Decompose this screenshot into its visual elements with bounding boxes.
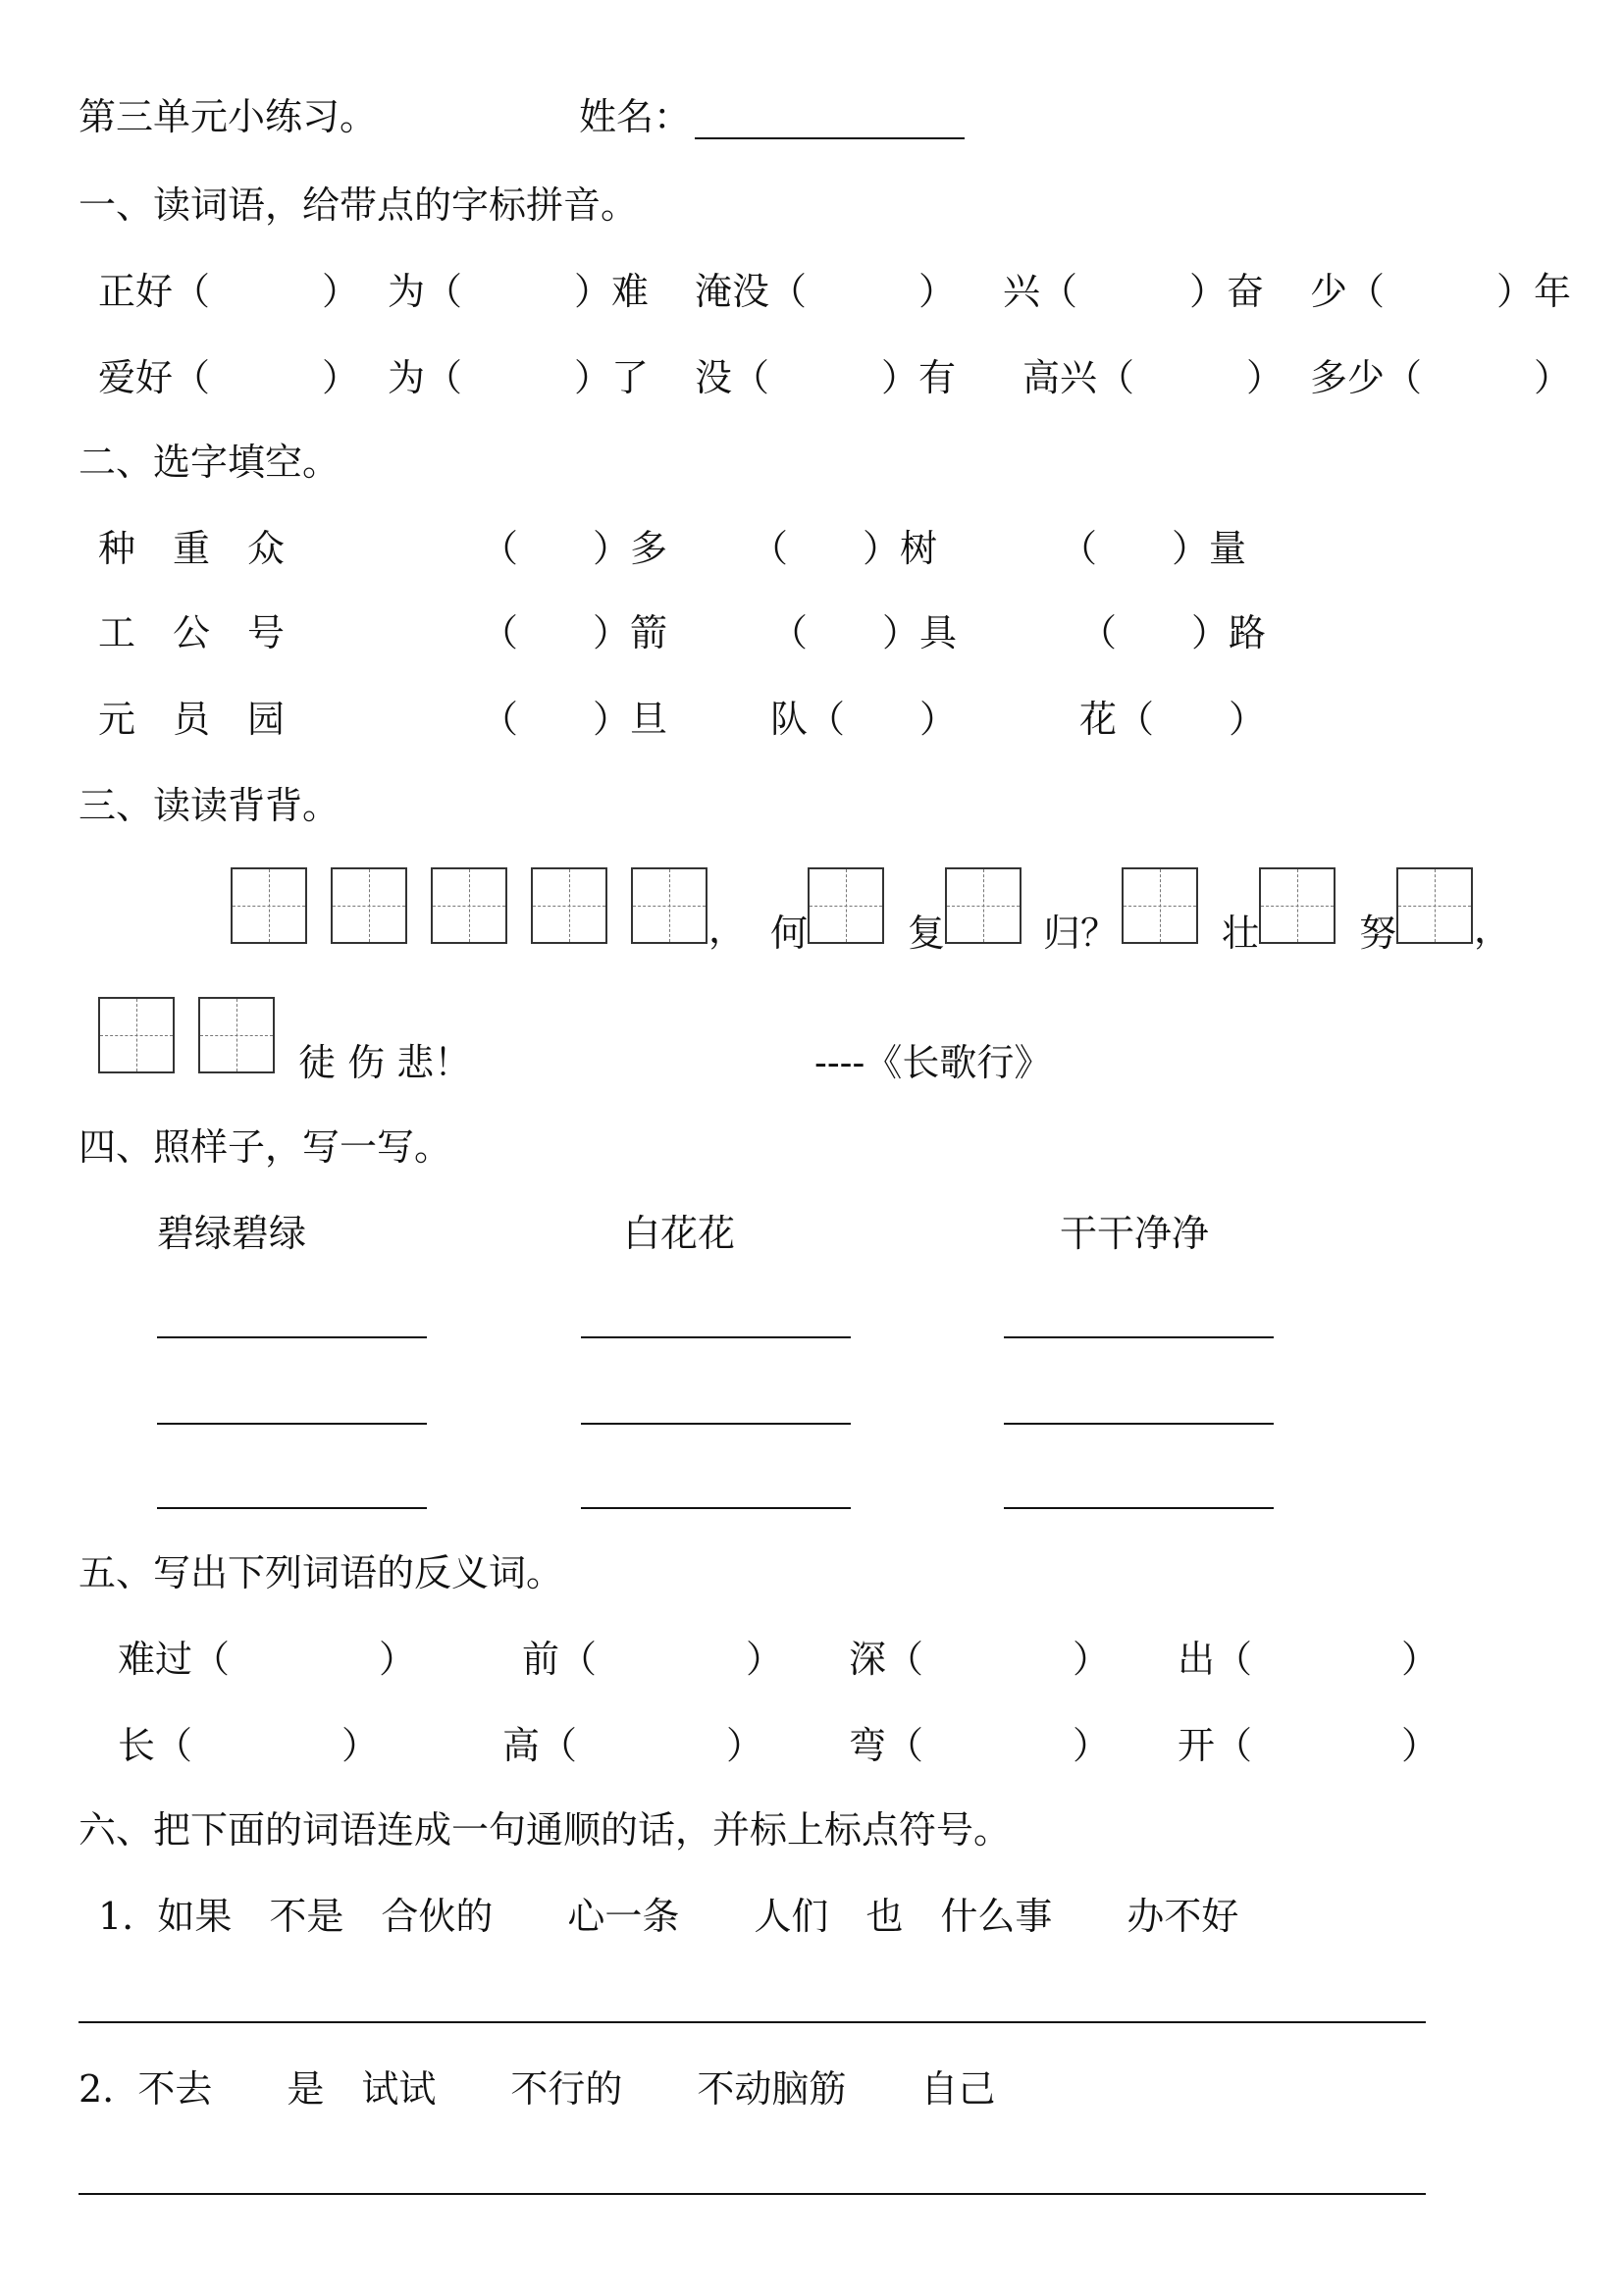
- writing-grid-box[interactable]: [198, 997, 275, 1073]
- s5-item: 弯（ ）: [849, 1724, 1111, 1767]
- s2-item: （ ）量: [1060, 527, 1247, 570]
- answer-line[interactable]: [157, 1423, 427, 1425]
- poem-char-nu: 努: [1359, 912, 1397, 955]
- example-word: 碧绿碧绿: [157, 1212, 307, 1255]
- sentence-question: 2. 不去 是 试试 不行的 不动脑筋 自己: [79, 2067, 996, 2111]
- answer-line[interactable]: [1004, 1336, 1274, 1338]
- s2-chars: 种 重 众: [98, 527, 286, 570]
- poem-line2-text: 徒 伤 悲！: [298, 1041, 472, 1084]
- poem-source: ----《长歌行》: [814, 1041, 1052, 1084]
- s2-item: （ ）箭: [481, 611, 668, 654]
- writing-grid-box[interactable]: [1259, 867, 1336, 944]
- s2-chars: 工 公 号: [98, 611, 286, 654]
- answer-line[interactable]: [1004, 1423, 1274, 1425]
- poem-char-he: 何: [770, 912, 809, 955]
- writing-grid-box[interactable]: [631, 867, 707, 944]
- s5-item: 开（ ）: [1178, 1724, 1440, 1767]
- name-input-line[interactable]: [695, 137, 965, 139]
- s2-item: （ ）树: [751, 527, 938, 570]
- s5-item: 前（ ）: [522, 1638, 784, 1681]
- answer-line[interactable]: [581, 1336, 851, 1338]
- s2-item: （ ）具: [770, 611, 958, 654]
- s1-item: 为（ ）难: [388, 270, 650, 313]
- s1-item: 为（ ）了: [388, 356, 650, 399]
- poem-char-fu: 复: [908, 912, 946, 955]
- example-word: 白花花: [623, 1212, 736, 1255]
- section2-heading: 二、选字填空。: [79, 441, 341, 484]
- name-label: 姓名：: [579, 95, 692, 138]
- answer-line[interactable]: [581, 1507, 851, 1509]
- s1-item: 高兴（ ）: [1022, 356, 1284, 399]
- s5-item: 难过（ ）: [118, 1638, 417, 1681]
- worksheet-title: 第三单元小练习。: [79, 95, 378, 138]
- s1-item: 正好（ ）: [98, 270, 360, 313]
- section6-heading: 六、把下面的词语连成一句通顺的话，并标上标点符号。: [79, 1808, 1012, 1852]
- writing-grid-box[interactable]: [1396, 867, 1473, 944]
- writing-grid-box[interactable]: [945, 867, 1022, 944]
- answer-line[interactable]: [157, 1336, 427, 1338]
- poem-comma: ，: [708, 908, 747, 951]
- writing-grid-box[interactable]: [231, 867, 307, 944]
- sentence-answer-line[interactable]: [79, 2021, 1426, 2023]
- section4-heading: 四、照样子，写一写。: [79, 1125, 452, 1169]
- s2-item: （ ）旦: [481, 698, 668, 741]
- s1-item: 爱好（ ）: [98, 356, 360, 399]
- answer-line[interactable]: [581, 1423, 851, 1425]
- answer-line[interactable]: [157, 1507, 427, 1509]
- s2-item: 花（ ）: [1079, 698, 1267, 741]
- section3-heading: 三、读读背背。: [79, 784, 341, 827]
- writing-grid-box[interactable]: [431, 867, 507, 944]
- s2-chars: 元 员 园: [98, 698, 286, 741]
- s5-item: 长（ ）: [118, 1724, 380, 1767]
- poem-comma: ，: [1474, 908, 1512, 951]
- s1-item: 少（ ）年: [1310, 270, 1572, 313]
- s1-item: 兴（ ）奋: [1003, 270, 1265, 313]
- writing-grid-box[interactable]: [98, 997, 175, 1073]
- s2-item: 队（ ）: [770, 698, 958, 741]
- sentence-answer-line[interactable]: [79, 2193, 1426, 2195]
- s5-item: 深（ ）: [849, 1638, 1111, 1681]
- section5-heading: 五、写出下列词语的反义词。: [79, 1551, 564, 1594]
- writing-grid-box[interactable]: [531, 867, 607, 944]
- answer-line[interactable]: [1004, 1507, 1274, 1509]
- s5-item: 出（ ）: [1178, 1638, 1440, 1681]
- poem-char-gui: 归？: [1043, 912, 1119, 955]
- sentence-question: 1. 如果 不是 合伙的 心一条 人们 也 什么事 办不好: [98, 1895, 1239, 1938]
- s1-item: 没（ ）有: [695, 356, 957, 399]
- section1-heading: 一、读词语，给带点的字标拼音。: [79, 183, 639, 227]
- s2-item: （ ）多: [481, 527, 668, 570]
- s5-item: 高（ ）: [502, 1724, 764, 1767]
- writing-grid-box[interactable]: [808, 867, 884, 944]
- writing-grid-box[interactable]: [1122, 867, 1198, 944]
- example-word: 干干净净: [1060, 1212, 1210, 1255]
- s1-item: 淹没（ ）: [695, 270, 957, 313]
- s1-item: 多少（ ）: [1310, 356, 1572, 399]
- s2-item: （ ）路: [1079, 611, 1267, 654]
- poem-char-zhuang: 壮: [1222, 912, 1260, 955]
- writing-grid-box[interactable]: [331, 867, 407, 944]
